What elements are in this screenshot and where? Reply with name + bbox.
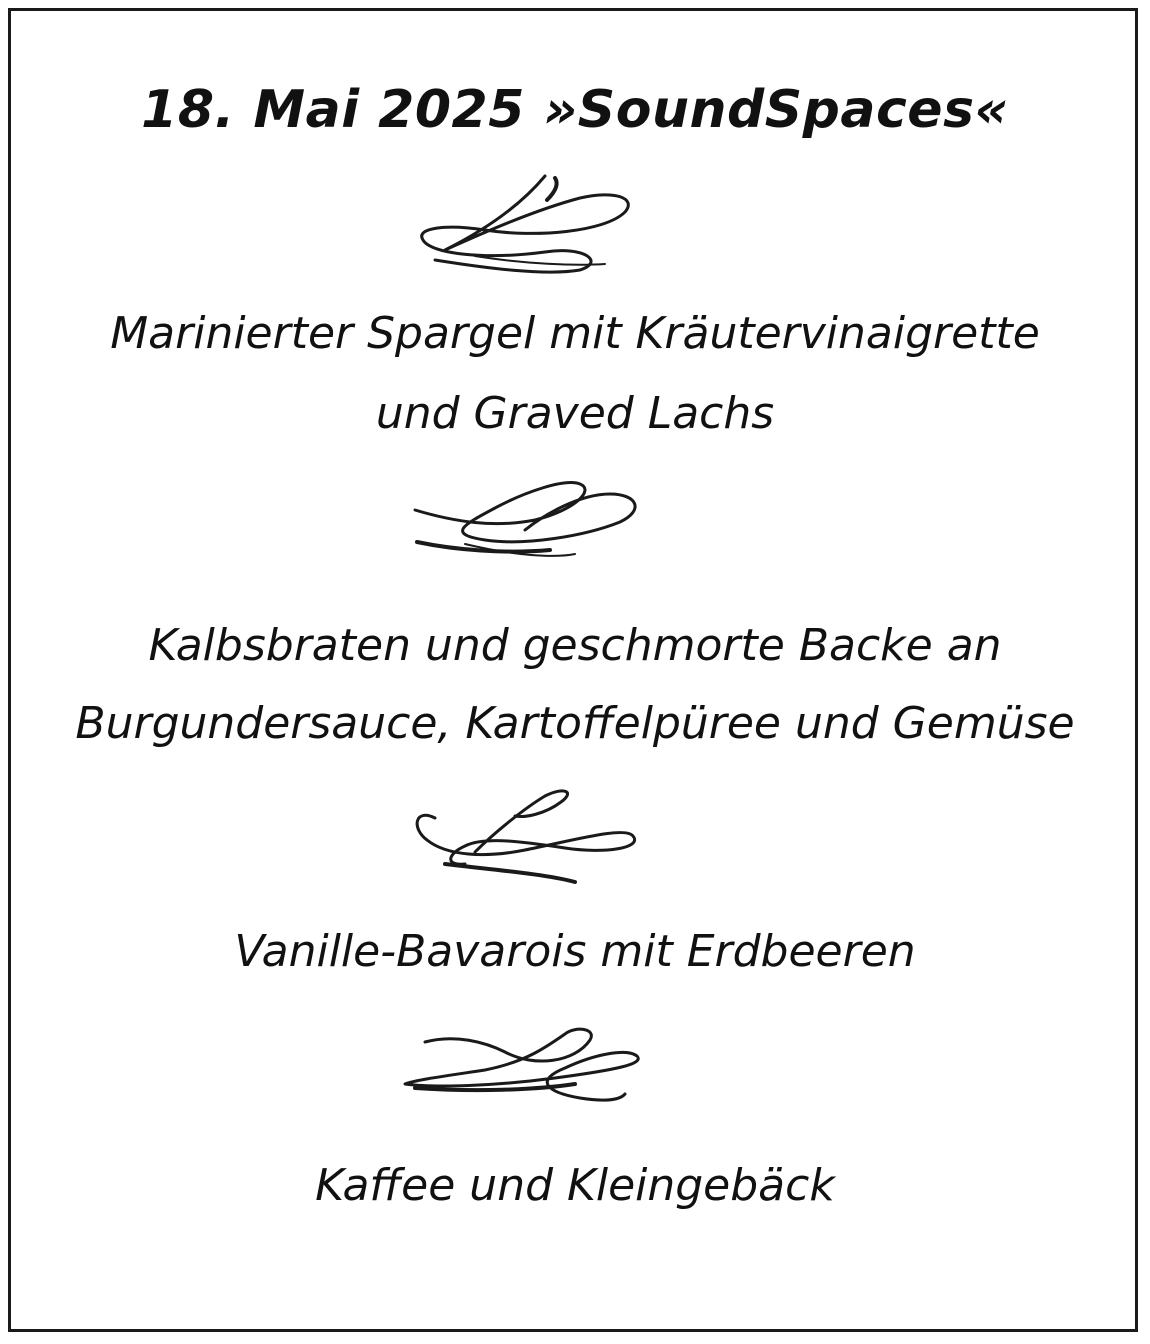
calligraphic-flourish-icon	[375, 470, 675, 570]
course-2-line-2: Burgundersauce, Kartoffelpüree und Gemüse	[75, 698, 1075, 749]
course-1-line-2: und Graved Lachs	[375, 388, 775, 439]
course-2-line-1: Kalbsbraten und geschmorte Backe an	[148, 620, 1002, 671]
calligraphic-flourish-icon	[375, 170, 675, 280]
course-3-line-1: Vanille-Bavarois mit Erdbeeren	[234, 926, 916, 977]
calligraphic-flourish-icon	[375, 778, 675, 890]
course-4-line-1: Kaffee und Kleingebäck	[315, 1160, 835, 1211]
calligraphic-flourish-icon	[375, 1018, 675, 1118]
course-1-line-1: Marinierter Spargel mit Kräutervinaigrette	[110, 308, 1040, 359]
menu-title: 18. Mai 2025 »SoundSpaces«	[141, 80, 1009, 140]
